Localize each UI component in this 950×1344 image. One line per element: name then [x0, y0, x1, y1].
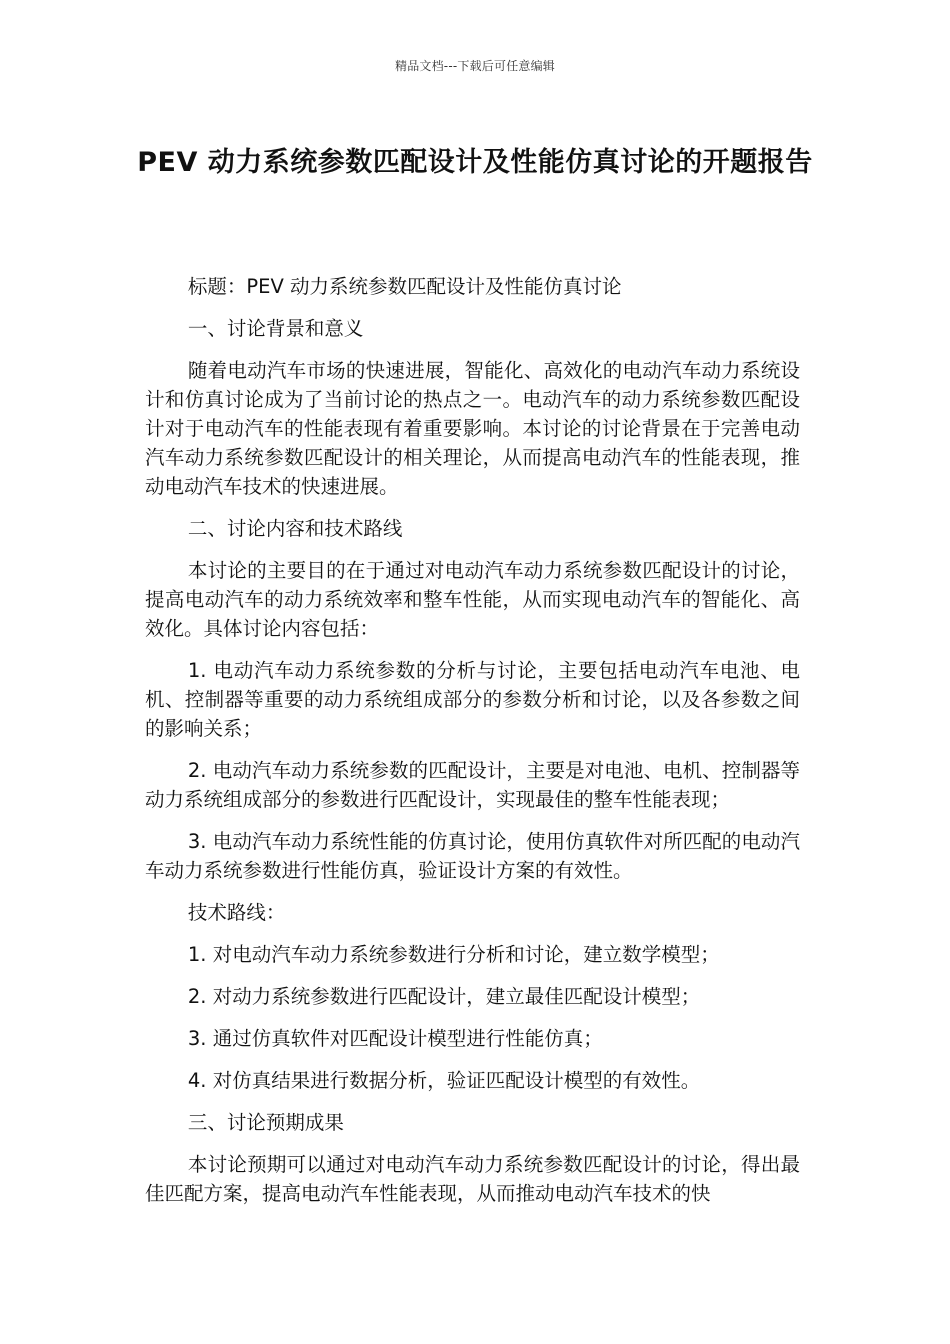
- page-header: 精品文档---下载后可任意编辑: [395, 59, 555, 73]
- document-body: [145, 272, 800, 1221]
- paragraph-background: 随着电动汽车市场的快速进展，智能化、高效化的电动汽车动力系统设计和仿真讨论成为了当前讨论的热点之一。电动汽车的动力系统参数匹配设计对于电动汽车的性能表现有着重要影响。本讨论的讨论背景在于完善电动汽车动力系统参数匹配设计的相关理论，从而提高电动汽车的性能表现，推动电动汽车技术的快速进展。: [145, 359, 800, 498]
- route-step-1: 1. 对电动汽车动力系统参数进行分析和讨论，建立数学模型；: [187, 943, 720, 966]
- document-title: PEV 动力系统参数匹配设计及性能仿真讨论的开题报告: [137, 147, 813, 178]
- subject-line: 标题：PEV 动力系统参数匹配设计及性能仿真讨论: [187, 275, 622, 298]
- route-step-4: 4. 对仿真结果进行数据分析，验证匹配设计模型的有效性。: [187, 1069, 701, 1092]
- section-heading-outcomes: 三、讨论预期成果: [187, 1111, 344, 1134]
- section-heading-content: 二、讨论内容和技术路线: [187, 517, 403, 540]
- route-step-3: 3. 通过仿真软件对匹配设计模型进行性能仿真；: [187, 1027, 603, 1050]
- section-heading-background: 一、讨论背景和意义: [187, 317, 364, 340]
- content-item-3: 3. 电动汽车动力系统性能的仿真讨论，使用仿真软件对所匹配的电动汽车动力系统参数进行性能仿真，验证设计方案的有效性。: [145, 830, 800, 882]
- route-step-2: 2. 对动力系统参数进行匹配设计，建立最佳匹配设计模型；: [187, 985, 701, 1008]
- technical-route-heading: 技术路线：: [187, 901, 286, 924]
- paragraph-objective: 本讨论的主要目的在于通过对电动汽车动力系统参数匹配设计的讨论，提高电动汽车的动力系统效率和整车性能，从而实现电动汽车的智能化、高效化。具体讨论内容包括：: [145, 559, 800, 640]
- content-item-1: 1. 电动汽车动力系统参数的分析与讨论，主要包括电动汽车电池、电机、控制器等重要的动力系统组成部分的参数分析和讨论，以及各参数之间的影响关系；: [145, 659, 800, 740]
- paragraph-outcomes: 本讨论预期可以通过对电动汽车动力系统参数匹配设计的讨论，得出最佳匹配方案，提高电动汽车性能表现，从而推动电动汽车技术的快: [145, 1153, 800, 1205]
- content-item-2: 2. 电动汽车动力系统参数的匹配设计，主要是对电池、电机、控制器等动力系统组成部分的参数进行匹配设计，实现最佳的整车性能表现；: [145, 759, 800, 811]
